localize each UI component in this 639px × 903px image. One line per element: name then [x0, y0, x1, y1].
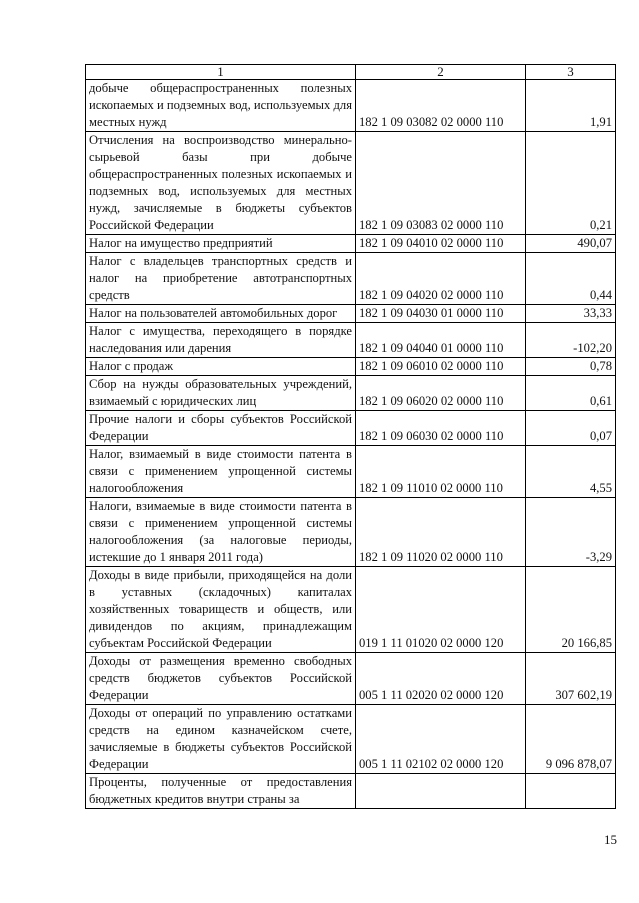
table-row: [86, 132, 616, 235]
revenue-name: Доходы от операций по управлению остатками средств на едином казначейском счете, зачисляемые в бюджеты субъектов Российской Федерации: [89, 706, 352, 771]
column-header-2: 2: [356, 65, 526, 80]
amount: 490,07: [526, 235, 616, 253]
revenue-name: Налог с продаж: [89, 359, 174, 373]
revenue-name-cell: [86, 411, 356, 446]
revenue-name: Отчисления на воспроизводство минерально-сырьевой базы при добыче общераспространенных полезных ископаемых и подземных вод, используемых для местных нужд, зачисляемые в бюджеты субъектов Российской Федерации: [89, 133, 352, 232]
amount: [526, 774, 616, 809]
amount: 20 166,85: [526, 567, 616, 653]
table-row: [86, 446, 616, 498]
revenue-name-cell: [86, 323, 356, 358]
revenue-name: Налог на имущество предприятий: [89, 236, 273, 250]
amount: 307 602,19: [526, 653, 616, 705]
budget-code: 005 1 11 02102 02 0000 120: [356, 705, 526, 774]
amount: -3,29: [526, 498, 616, 567]
budget-code: 182 1 09 03082 02 0000 110: [356, 80, 526, 132]
revenue-name-cell: [86, 774, 356, 809]
revenue-name-cell: [86, 235, 356, 253]
budget-code: 182 1 09 06030 02 0000 110: [356, 411, 526, 446]
revenue-name-cell: [86, 446, 356, 498]
budget-code: 182 1 09 11020 02 0000 110: [356, 498, 526, 567]
revenue-name-cell: [86, 567, 356, 653]
table-row: [86, 498, 616, 567]
revenue-name-cell: [86, 358, 356, 376]
revenue-name: Налоги, взимаемые в виде стоимости патента в связи с применением упрощенной системы налогообложения (за налоговые периоды, истекшие до 1 января 2011 года): [89, 499, 352, 564]
table-row: [86, 567, 616, 653]
amount: 1,91: [526, 80, 616, 132]
revenue-name-cell: [86, 80, 356, 132]
revenue-name-cell: [86, 705, 356, 774]
revenue-name-cell: [86, 253, 356, 305]
budget-code: 182 1 09 04020 02 0000 110: [356, 253, 526, 305]
revenue-name: Прочие налоги и сборы субъектов Российской Федерации: [89, 412, 352, 443]
budget-code: 182 1 09 06020 02 0000 110: [356, 376, 526, 411]
amount: -102,20: [526, 323, 616, 358]
column-number-row: [86, 65, 616, 80]
budget-code: [356, 774, 526, 809]
budget-code: 182 1 09 04010 02 0000 110: [356, 235, 526, 253]
amount: 0,21: [526, 132, 616, 235]
budget-code: 182 1 09 11010 02 0000 110: [356, 446, 526, 498]
revenue-name: Налог с имущества, переходящего в порядке наследования или дарения: [89, 324, 352, 355]
budget-code: 182 1 09 06010 02 0000 110: [356, 358, 526, 376]
budget-code: 182 1 09 04040 01 0000 110: [356, 323, 526, 358]
table-row: [86, 411, 616, 446]
revenue-name: добыче общераспространенных полезных ископаемых и подземных вод, используемых для местных нужд: [89, 81, 352, 129]
revenue-name: Налог на пользователей автомобильных дорог: [89, 306, 338, 320]
revenue-name-cell: [86, 653, 356, 705]
amount: 9 096 878,07: [526, 705, 616, 774]
table-row: [86, 235, 616, 253]
revenue-name: Сбор на нужды образовательных учреждений, взимаемый с юридических лиц: [89, 377, 352, 408]
budget-code: 005 1 11 02020 02 0000 120: [356, 653, 526, 705]
amount: 0,44: [526, 253, 616, 305]
amount: 0,61: [526, 376, 616, 411]
budget-code: 182 1 09 03083 02 0000 110: [356, 132, 526, 235]
revenue-name-cell: [86, 498, 356, 567]
table-row: [86, 376, 616, 411]
table-body: [86, 80, 616, 809]
revenue-name: Доходы в виде прибыли, приходящейся на доли в уставных (складочных) капиталах хозяйственных товариществ и обществ, или дивидендов по акциям, принадлежащим субъектам Российской Федерации: [89, 568, 352, 650]
table-row: [86, 358, 616, 376]
budget-revenue-table: [85, 64, 616, 809]
column-header-3: 3: [526, 65, 616, 80]
page-number: 15: [604, 832, 617, 847]
column-header-1: 1: [86, 65, 356, 80]
revenue-name: Налог с владельцев транспортных средств и налог на приобретение автотранспортных средств: [89, 254, 352, 302]
amount: 4,55: [526, 446, 616, 498]
revenue-name-cell: [86, 305, 356, 323]
revenue-name: Доходы от размещения временно свободных средств бюджетов субъектов Российской Федерации: [89, 654, 352, 702]
table-row: [86, 253, 616, 305]
table-row: [86, 305, 616, 323]
amount: 33,33: [526, 305, 616, 323]
amount: 0,07: [526, 411, 616, 446]
table-row: [86, 653, 616, 705]
budget-code: 182 1 09 04030 01 0000 110: [356, 305, 526, 323]
amount: 0,78: [526, 358, 616, 376]
revenue-name: Налог, взимаемый в виде стоимости патента в связи с применением упрощенной системы налогообложения: [89, 447, 352, 495]
table-row: [86, 323, 616, 358]
revenue-name-cell: [86, 376, 356, 411]
revenue-name: Проценты, полученные от предоставления бюджетных кредитов внутри страны за: [89, 775, 352, 806]
table-row: [86, 705, 616, 774]
budget-code: 019 1 11 01020 02 0000 120: [356, 567, 526, 653]
table-row: [86, 80, 616, 132]
revenue-name-cell: [86, 132, 356, 235]
table-row: [86, 774, 616, 809]
